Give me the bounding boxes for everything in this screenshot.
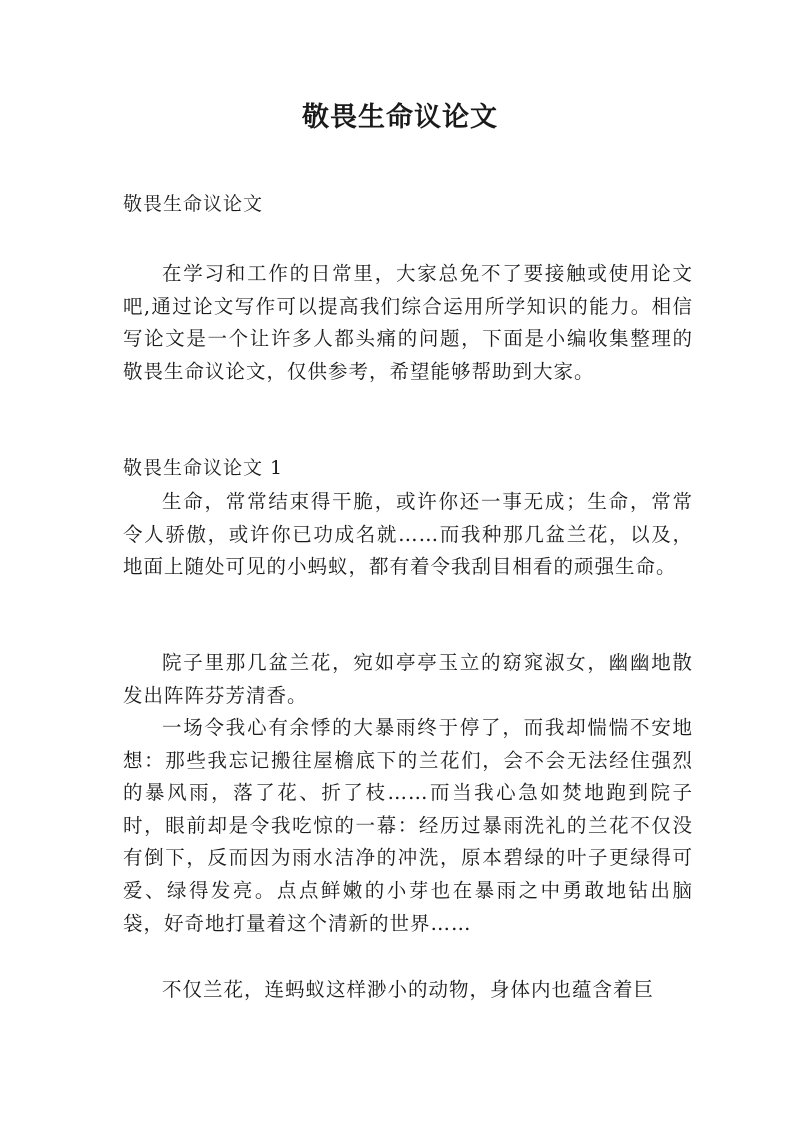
section-heading: 敬畏生命议论文 1 <box>123 457 284 479</box>
body-paragraph: 一场令我心有余悸的大暴雨终于停了，而我却惴惴不安地想：那些我忘记搬往屋檐底下的兰花们，会不会无法经住强烈的暴风雨，落了花、折了枝……而当我心急如焚地跑到院子时，眼前却是令我吃惊的一幕：经历过暴雨洗礼的兰花不仅没有倒下，反而因为雨水洁净的冲洗，原本碧绿的叶子更绿得可爱、绿得发亮。点点鲜嫩的小芽也在暴雨之中勇敢地钻出脑袋，好奇地打量着这个清新的世界…… <box>123 716 693 935</box>
intro-paragraph: 在学习和工作的日常里，大家总免不了要接触或使用论文吧,通过论文写作可以提高我们综合运用所学知识的能力。相信写论文是一个让许多人都头痛的问题，下面是小编收集整理的敬畏生命议论文，仅供参考，希望能够帮助到大家。 <box>123 262 693 383</box>
body-paragraph: 院子里那几盆兰花，宛如亭亭玉立的窈窕淑女，幽幽地散发出阵阵芬芳清香。 <box>123 651 693 707</box>
body-paragraph: 不仅兰花，连蚂蚁这样渺小的动物，身体内也蕴含着巨 <box>162 978 655 1001</box>
document-title: 敬畏生命议论文 <box>302 102 498 133</box>
document-subtitle: 敬畏生命议论文 <box>123 193 264 215</box>
body-paragraph: 生命，常常结束得干脆，或许你还一事无成；生命，常常令人骄傲，或许你已功成名就……而我种那几盆兰花，以及，地面上随处可见的小蚂蚁，都有着令我刮目相看的顽强生命。 <box>123 490 693 579</box>
